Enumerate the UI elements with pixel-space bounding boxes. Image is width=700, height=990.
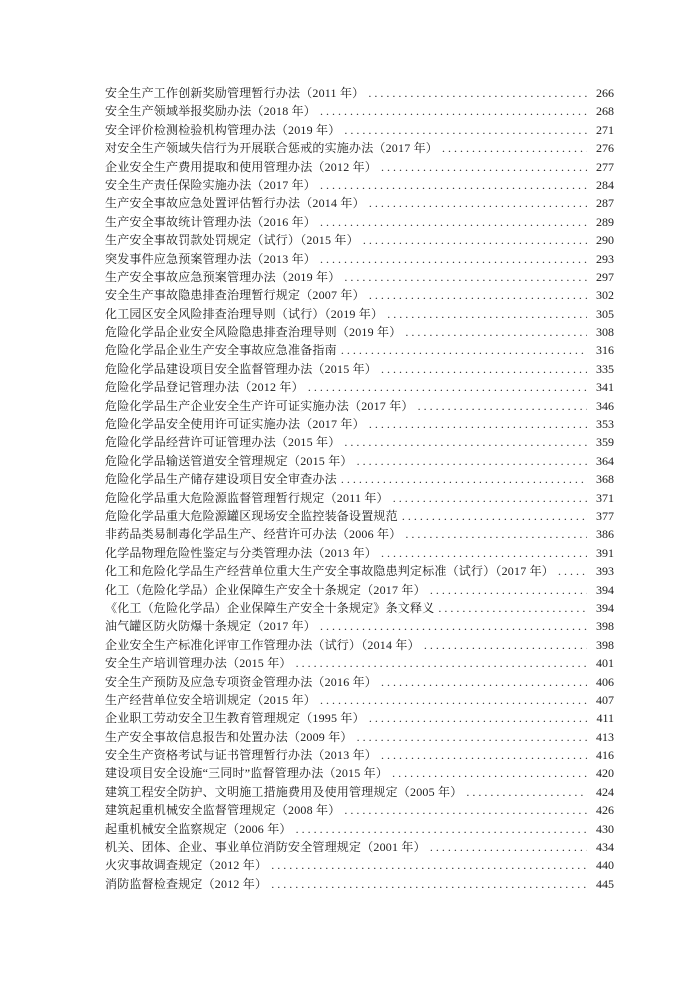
toc-entry xyxy=(105,139,614,157)
toc-entry-page-number: 401 xyxy=(596,656,614,671)
toc-entry-page-number: 335 xyxy=(596,361,614,376)
toc-entry-title: 危险化学品企业安全风险隐患排查治理导则（2019 年） xyxy=(105,325,402,340)
toc-entry-page-number: 377 xyxy=(596,508,614,523)
toc-entry-page-number: 368 xyxy=(596,472,614,487)
toc-entry-page-number: 386 xyxy=(596,527,614,542)
toc-entry xyxy=(105,801,614,819)
toc-entry xyxy=(105,764,614,782)
dot-leader xyxy=(344,268,587,286)
dot-leader xyxy=(430,581,587,599)
toc-entry-page-number: 268 xyxy=(596,104,614,119)
toc-entry xyxy=(105,305,614,323)
toc-entry xyxy=(105,875,614,893)
toc-entry-page-number: 364 xyxy=(596,453,614,468)
toc-entry-page-number: 341 xyxy=(596,380,614,395)
dot-leader xyxy=(381,158,587,176)
dot-leader xyxy=(402,507,587,525)
dot-leader xyxy=(369,709,587,727)
toc-entry xyxy=(105,838,614,856)
toc-entry-title: 建设项目安全设施“三同时”监督管理办法（2015 年） xyxy=(105,766,389,781)
dot-leader xyxy=(369,286,587,304)
dot-leader xyxy=(308,378,587,396)
toc-entry-page-number: 316 xyxy=(596,343,614,358)
toc-entry xyxy=(105,489,614,507)
toc-entry xyxy=(105,360,614,378)
dot-leader xyxy=(320,213,587,231)
dot-leader xyxy=(341,341,587,359)
dot-leader xyxy=(344,801,587,819)
toc-entry-page-number: 359 xyxy=(596,435,614,450)
toc-entry-title: 生产安全事故统计管理办法（2016 年） xyxy=(105,214,317,229)
toc-entry xyxy=(105,121,614,139)
toc-entry xyxy=(105,783,614,801)
toc-entry-page-number: 266 xyxy=(596,86,614,100)
dot-leader xyxy=(320,102,587,120)
toc-entry-page-number: 394 xyxy=(596,600,614,615)
toc-entry xyxy=(105,397,614,415)
dot-leader xyxy=(296,654,587,672)
toc-entry-page-number: 271 xyxy=(596,122,614,137)
toc-entry-page-number: 293 xyxy=(596,251,614,266)
toc-entry-title: 生产安全事故应急处置评估暂行办法（2014 年） xyxy=(105,196,365,211)
toc-entry-title: 危险化学品经营许可证管理办法（2015 年） xyxy=(105,435,341,450)
toc-entry xyxy=(105,470,614,488)
toc-entry-page-number: 398 xyxy=(596,637,614,652)
toc-entry-title: 安全生产培训管理办法（2015 年） xyxy=(105,656,292,671)
dot-leader xyxy=(438,599,587,617)
dot-leader xyxy=(369,415,587,433)
toc-entry-title: 安全生产领域举报奖励办法（2018 年） xyxy=(105,104,317,119)
dot-leader xyxy=(393,489,587,507)
toc-entry xyxy=(105,654,614,672)
toc-entry-title: 危险化学品重大危险源监督管理暂行规定（2011 年） xyxy=(105,490,389,505)
dot-leader xyxy=(405,323,587,341)
toc-entry-page-number: 413 xyxy=(596,729,614,744)
toc-entry xyxy=(105,728,614,746)
toc-entry xyxy=(105,452,614,470)
toc-entry-page-number: 426 xyxy=(596,803,614,818)
toc-entry-title: 突发事件应急预案管理办法（2013 年） xyxy=(105,251,317,266)
toc-entry-page-number: 353 xyxy=(596,417,614,432)
toc-entry xyxy=(105,820,614,838)
toc-entry-page-number: 445 xyxy=(596,876,614,891)
dot-leader xyxy=(392,764,587,782)
toc-entry xyxy=(105,158,614,176)
toc-entry-page-number: 420 xyxy=(596,766,614,781)
toc-entry-page-number: 277 xyxy=(596,159,614,174)
toc-entry-title: 起重机械安全监察规定（2006 年） xyxy=(105,821,292,836)
dot-leader xyxy=(442,139,587,157)
dot-leader xyxy=(430,838,587,856)
toc-entry-page-number: 289 xyxy=(596,214,614,229)
toc-entry-title: 化工园区安全风险排查治理导则（试行）（2019 年） xyxy=(105,306,384,321)
dot-leader xyxy=(320,617,587,635)
toc-entry-page-number: 346 xyxy=(596,398,614,413)
toc-entry-page-number: 284 xyxy=(596,177,614,192)
toc-entry xyxy=(105,415,614,433)
toc-entry-title: 安全生产预防及应急专项资金管理办法（2016 年） xyxy=(105,674,378,689)
toc-entry-page-number: 407 xyxy=(596,692,614,707)
dot-leader xyxy=(381,360,587,378)
toc-entry xyxy=(105,746,614,764)
toc-entry-page-number: 297 xyxy=(596,269,614,284)
toc-entry-page-number: 394 xyxy=(596,582,614,597)
toc-entry xyxy=(105,323,614,341)
dot-leader xyxy=(357,728,587,746)
toc-entry xyxy=(105,562,614,580)
toc-entry-page-number: 411 xyxy=(596,711,614,726)
dot-leader xyxy=(558,562,587,580)
dot-leader xyxy=(405,525,587,543)
dot-leader xyxy=(418,397,587,415)
toc-entry-title: 火灾事故调查规定（2012 年） xyxy=(105,858,268,873)
toc-entry xyxy=(105,176,614,194)
toc-entry xyxy=(105,84,614,102)
toc-entry-title: 机关、团体、企业、事业单位消防安全管理规定（2001 年） xyxy=(105,840,426,855)
toc-entry-title: 化工（危险化学品）企业保障生产安全十条规定（2017 年） xyxy=(105,582,426,597)
toc-entry xyxy=(105,250,614,268)
toc-entry-title: 危险化学品建设项目安全监督管理办法（2015 年） xyxy=(105,361,378,376)
toc-entry-title: 安全生产事故隐患排查治理暂行规定（2007 年） xyxy=(105,288,365,303)
toc-entry-title: 安全生产工作创新奖励管理暂行办法（2011 年） xyxy=(105,86,365,100)
dot-leader xyxy=(368,84,587,102)
toc-entry xyxy=(105,544,614,562)
toc-entry-page-number: 440 xyxy=(596,858,614,873)
toc-entry xyxy=(105,286,614,304)
toc-entry xyxy=(105,507,614,525)
toc-entry-title: 危险化学品登记管理办法（2012 年） xyxy=(105,380,304,395)
dot-leader xyxy=(271,856,587,874)
toc-entry-title: 建筑工程安全防护、文明施工措施费用及使用管理规定（2005 年） xyxy=(105,784,463,799)
toc-entry xyxy=(105,341,614,359)
dot-leader xyxy=(381,746,587,764)
dot-leader xyxy=(424,636,587,654)
toc-entry xyxy=(105,856,614,874)
toc-entry-title: 生产安全事故信息报告和处置办法（2009 年） xyxy=(105,729,353,744)
toc-entry-title: 建筑起重机械安全监督管理规定（2008 年） xyxy=(105,803,341,818)
toc-entry-title: 企业安全生产费用提取和使用管理办法（2012 年） xyxy=(105,159,378,174)
dot-leader xyxy=(369,194,587,212)
toc-entry xyxy=(105,378,614,396)
toc-entry-page-number: 424 xyxy=(596,784,614,799)
toc-entry xyxy=(105,599,614,617)
toc-entry xyxy=(105,525,614,543)
toc-entry xyxy=(105,213,614,231)
toc-entry-page-number: 302 xyxy=(596,288,614,303)
toc-entry-title: 化工和危险化学品生产经营单位重大生产安全事故隐患判定标准（试行）（2017 年） xyxy=(105,564,555,579)
toc-entry-title: 企业安全生产标准化评审工作管理办法（试行）（2014 年） xyxy=(105,637,420,652)
toc-entry-page-number: 276 xyxy=(596,141,614,156)
toc-entry-title: 安全生产责任保险实施办法（2017 年） xyxy=(105,177,317,192)
toc-entry-page-number: 287 xyxy=(596,196,614,211)
toc-entry xyxy=(105,231,614,249)
dot-leader xyxy=(320,250,587,268)
toc-entry-title: 危险化学品生产企业安全生产许可证实施办法（2017 年） xyxy=(105,398,414,413)
toc-entry xyxy=(105,709,614,727)
toc-entry-title: 生产经营单位安全培训规定（2015 年） xyxy=(105,692,317,707)
dot-leader xyxy=(271,875,587,893)
toc-entry-title: 化学品物理危险性鉴定与分类管理办法（2013 年） xyxy=(105,545,378,560)
toc-entry-page-number: 416 xyxy=(596,748,614,763)
toc-entry xyxy=(105,691,614,709)
dot-leader xyxy=(381,544,587,562)
toc-entry-title: 非药品类易制毒化学品生产、经营许可办法（2006 年） xyxy=(105,527,402,542)
toc-entry xyxy=(105,581,614,599)
dot-leader xyxy=(296,820,587,838)
toc-entry xyxy=(105,433,614,451)
dot-leader xyxy=(387,305,587,323)
toc-entry-page-number: 290 xyxy=(596,233,614,248)
dot-leader xyxy=(344,121,587,139)
dot-leader xyxy=(381,673,587,691)
toc-entry xyxy=(105,102,614,120)
toc-entry-title: 油气罐区防火防爆十条规定（2017 年） xyxy=(105,619,317,634)
toc-entry-page-number: 371 xyxy=(596,490,614,505)
toc-entry-title: 危险化学品安全使用许可证实施办法（2017 年） xyxy=(105,417,365,432)
toc-entry-title: 安全生产资格考试与证书管理暂行办法（2013 年） xyxy=(105,748,378,763)
dot-leader xyxy=(341,470,587,488)
dot-leader xyxy=(320,691,587,709)
toc-entry-title: 生产安全事故应急预案管理办法（2019 年） xyxy=(105,269,341,284)
toc-entry-title: 安全评价检测检验机构管理办法（2019 年） xyxy=(105,122,341,137)
toc-entry-title: 企业职工劳动安全卫生教育管理规定（1995 年） xyxy=(105,711,365,726)
dot-leader xyxy=(344,433,587,451)
toc-entry-page-number: 406 xyxy=(596,674,614,689)
toc-entry-title: 生产安全事故罚款处罚规定（试行）（2015 年） xyxy=(105,233,359,248)
toc-entry-title: 危险化学品重大危险源罐区现场安全监控装备设置规范 xyxy=(105,508,398,523)
toc-entry xyxy=(105,194,614,212)
dot-leader xyxy=(320,176,587,194)
dot-leader xyxy=(363,231,587,249)
table-of-contents xyxy=(105,84,614,893)
toc-entry xyxy=(105,268,614,286)
toc-entry xyxy=(105,636,614,654)
toc-entry xyxy=(105,673,614,691)
toc-entry-title: 危险化学品企业生产安全事故应急准备指南 xyxy=(105,343,337,358)
toc-entry-title: 消防监督检查规定（2012 年） xyxy=(105,876,268,891)
toc-entry-title: 危险化学品生产储存建设项目安全审查办法 xyxy=(105,472,337,487)
toc-entry-title: 危险化学品输送管道安全管理规定（2015 年） xyxy=(105,453,353,468)
toc-entry-page-number: 430 xyxy=(596,821,614,836)
toc-entry-page-number: 391 xyxy=(596,545,614,560)
toc-entry-page-number: 393 xyxy=(596,564,614,579)
toc-entry-title: 对安全生产领域失信行为开展联合惩戒的实施办法（2017 年） xyxy=(105,141,439,156)
toc-entry-page-number: 308 xyxy=(596,325,614,340)
dot-leader xyxy=(466,783,587,801)
toc-entry-page-number: 434 xyxy=(596,840,614,855)
toc-entry-page-number: 305 xyxy=(596,306,614,321)
toc-entry-title: 《化工（危险化学品）企业保障生产安全十条规定》条文释义 xyxy=(105,600,435,615)
dot-leader xyxy=(357,452,587,470)
toc-entry xyxy=(105,617,614,635)
toc-entry-page-number: 398 xyxy=(596,619,614,634)
